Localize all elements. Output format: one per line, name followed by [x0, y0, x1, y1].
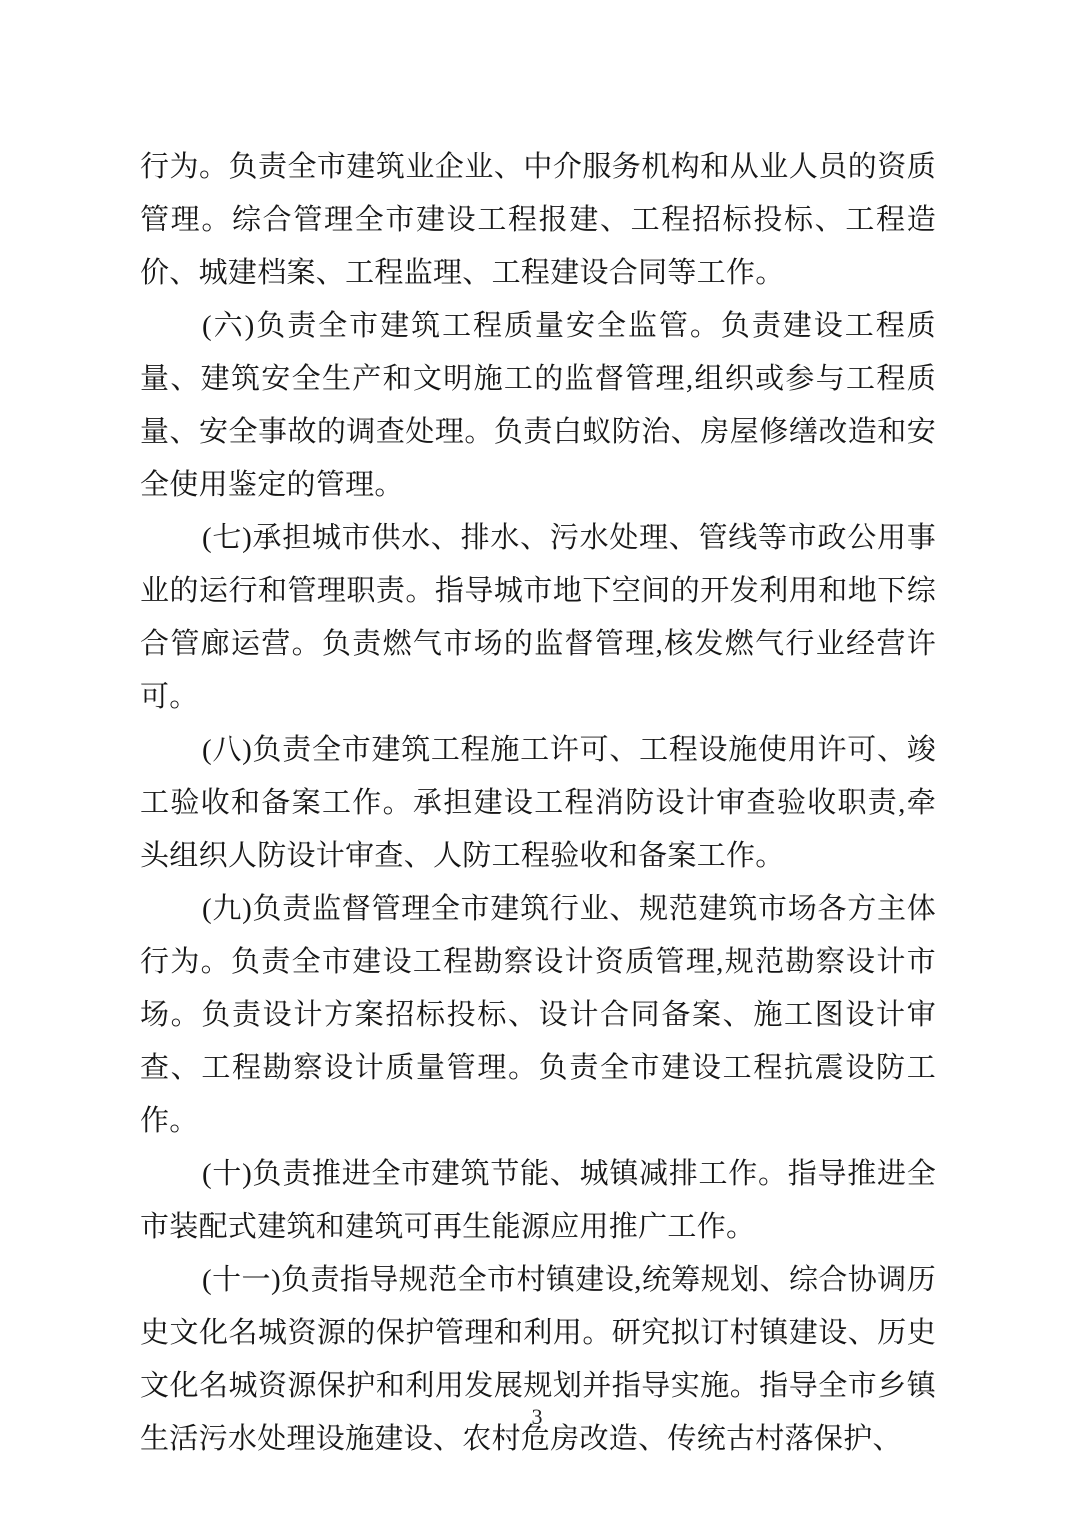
paragraph: (八)负责全市建筑工程施工许可、工程设施使用许可、竣工验收和备案工作。承担建设工程消防设计审查验收职责,牵头组织人防设计审查、人防工程验收和备案工作。 [140, 734, 936, 872]
paragraph: 行为。负责全市建筑业企业、中介服务机构和从业人员的资质管理。综合管理全市建设工程报建、工程招标投标、工程造价、城建档案、工程监理、工程建设合同等工作。 [140, 151, 936, 289]
paragraph: (九)负责监督管理全市建筑行业、规范建筑市场各方主体行为。负责全市建设工程勘察设计资质管理,规范勘察设计市场。负责设计方案招标投标、设计合同备案、施工图设计审查、工程勘察设计质量管理。负责全市建设工程抗震设防工作。 [140, 893, 936, 1137]
paragraph: (十)负责推进全市建筑节能、城镇减排工作。指导推进全市装配式建筑和建筑可再生能源应用推广工作。 [140, 1158, 936, 1243]
document-body [140, 141, 936, 1466]
page-number: 3 [531, 1404, 543, 1429]
paragraph: (十一)负责指导规范全市村镇建设,统筹规划、综合协调历史文化名城资源的保护管理和利用。研究拟订村镇建设、历史文化名城资源保护和利用发展规划并指导实施。指导全市乡镇生活污水处理设施建设、农村危房改造、传统古村落保护、 [140, 1264, 936, 1455]
paragraph: (六)负责全市建筑工程质量安全监管。负责建设工程质量、建筑安全生产和文明施工的监督管理,组织或参与工程质量、安全事故的调查处理。负责白蚁防治、房屋修缮改造和安全使用鉴定的管理。 [140, 310, 936, 501]
paragraph: (七)承担城市供水、排水、污水处理、管线等市政公用事业的运行和管理职责。指导城市地下空间的开发利用和地下综合管廊运营。负责燃气市场的监督管理,核发燃气行业经营许可。 [140, 522, 936, 713]
